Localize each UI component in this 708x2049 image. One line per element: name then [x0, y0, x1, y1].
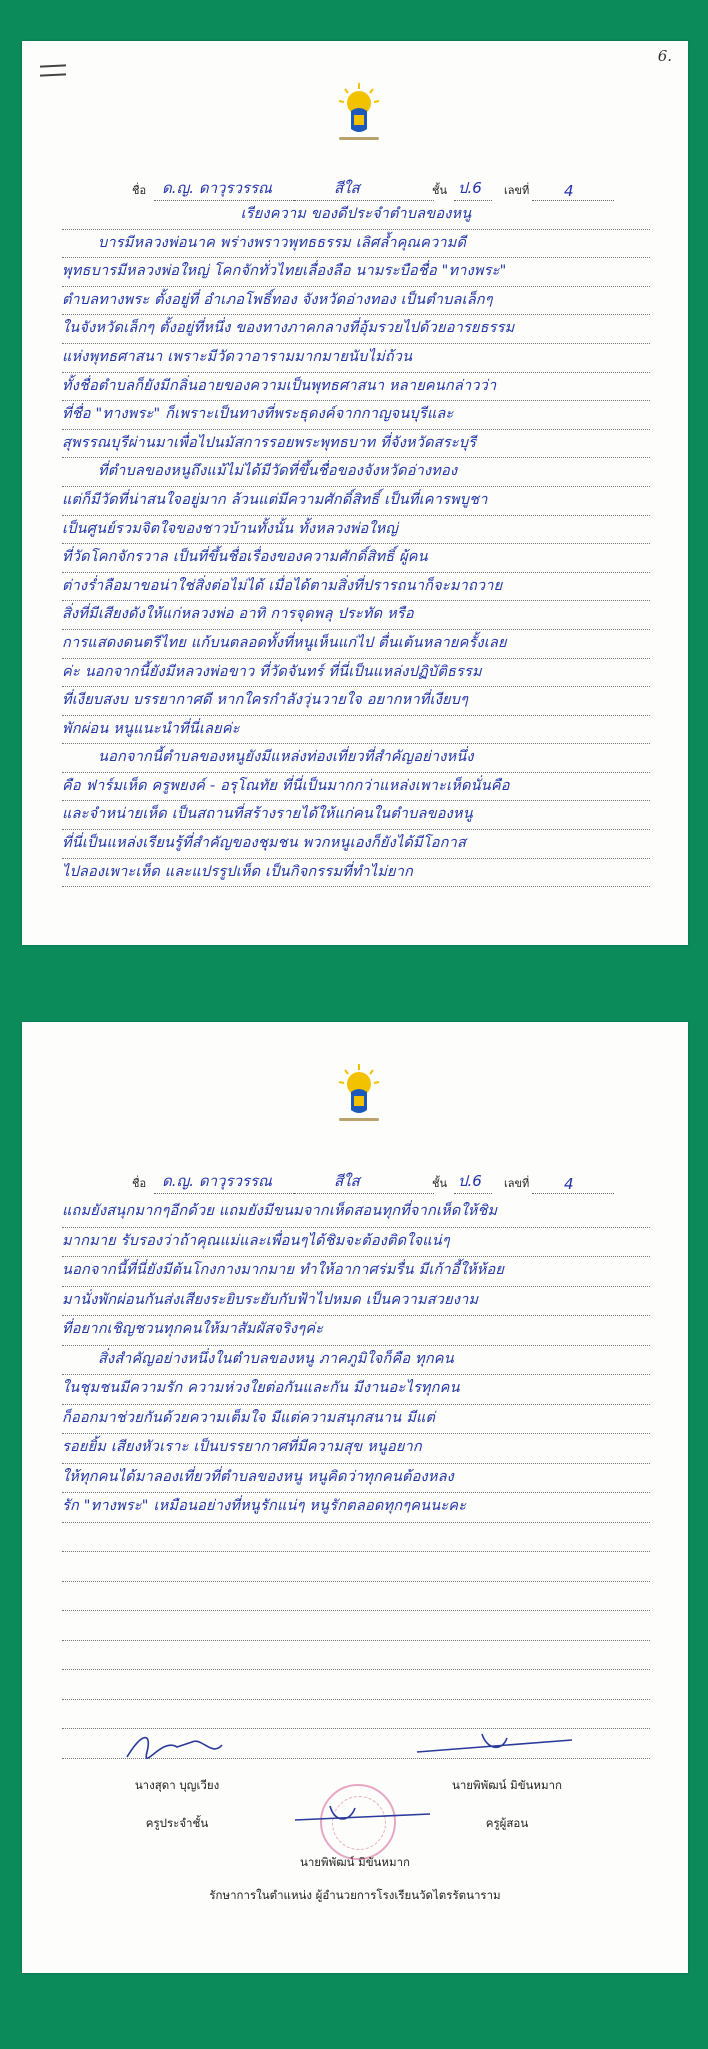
essay-line: นอกจากนี้ตำบลของหนูยังมีแหล่งท่องเที่ยวที่สำคัญอย่างหนึ่ง	[62, 744, 650, 773]
corner-mark	[40, 65, 68, 77]
essay-line: ที่ชื่อ "ทางพระ" ก็เพราะเป็นทางที่พระธุดงค์จากกาญจนบุรีและ	[62, 401, 650, 430]
class-value: ป.6	[458, 179, 482, 197]
essay-line: ก็ออกมาช่วยกันด้วยความเต็มใจ มีแต่ความสนุกสนาน มีแต่	[62, 1405, 650, 1435]
essay-line: มานั่งพักผ่อนกันส่งเสียงระยิบระยับกับฟ้าไปหมด เป็นความสวยงาม	[62, 1287, 650, 1317]
blank-line	[62, 1523, 650, 1553]
essay-lines	[62, 1198, 650, 1759]
essay-line: สิ่งสำคัญอย่างหนึ่งในตำบลของหนู ภาคภูมิใจก็คือ ทุกคน	[62, 1346, 650, 1376]
essay-line: พุทธบารมีหลวงพ่อใหญ่ โคกจักทั่วไทยเลื่องลือ นามระบือชื่อ "ทางพระ"	[62, 258, 650, 287]
essay-line: แห่งพุทธศาสนา เพราะมีวัดวาอารามมากมายนับไม่ถ้วน	[62, 344, 650, 373]
blank-line	[62, 1700, 650, 1730]
essay-line: คือ ฟาร์มเห็ด ครูพยงค์ - อรุโณทัย ที่นี่เป็นมากกว่าแหล่งเพาะเห็ดนั่นคือ	[62, 773, 650, 802]
essay-line: ต่างร่ำลือมาขอน่าใช่สิ่งต่อไม่ได้ เมื่อได้ตามสิ่งที่ปรารถนาก็จะมาถวาย	[62, 573, 650, 602]
class-value: ป.6	[458, 1172, 482, 1190]
blank-line	[62, 1582, 650, 1612]
class-label: ชั้น	[432, 184, 447, 197]
essay-line: แถมยังสนุกมากๆอีกด้วย แถมยังมีขนมจากเห็ดสอนทุกที่จากเห็ดให้ชิม	[62, 1198, 650, 1228]
essay-line: ไปลองเพาะเห็ด และแปรรูปเห็ด เป็นกิจกรรมที่ทำไม่ยาก	[62, 859, 650, 888]
number-value: 4	[564, 1175, 574, 1193]
number-value: 4	[564, 182, 574, 200]
essay-line: ที่วัดโคกจักรวาล เป็นที่ขึ้นชื่อเรื่องของความศักดิ์สิทธิ์ ผู้คน	[62, 544, 650, 573]
student-header	[22, 1174, 688, 1196]
essay-lines	[62, 201, 650, 887]
blank-line	[62, 1552, 650, 1582]
student-surname: สีใส	[334, 1172, 360, 1190]
director-name: นายพิพัฒน์ มิขันหมาก	[299, 1855, 410, 1869]
student-name: ด.ญ. ดาวุรวรรณ	[162, 1172, 272, 1190]
blank-line	[62, 1611, 650, 1641]
student-surname: สีใส	[334, 179, 360, 197]
blank-line	[62, 1641, 650, 1671]
class-label: ชั้น	[432, 1177, 447, 1190]
essay-page-1	[22, 41, 688, 945]
essay-line: รอยยิ้ม เสียงหัวเราะ เป็นบรรยากาศที่มีความสุข หนูอยาก	[62, 1434, 650, 1464]
essay-page-2	[22, 1022, 688, 1973]
name-label: ชื่อ	[132, 1177, 147, 1190]
signature-left	[122, 1727, 232, 1767]
number-label: เลขที่	[504, 184, 530, 197]
essay-line: ที่ตำบลของหนูถึงแม้ไม่ได้มีวัดที่ขึ้นชื่อของจังหวัดอ่างทอง	[62, 458, 650, 487]
essay-line: สิ่งที่มีเสียงดังให้แก่หลวงพ่อ อาทิ การจุดพลุ ประทัด หรือ	[62, 601, 650, 630]
director-role: รักษาการในตำแหน่ง ผู้อำนวยการโรงเรียนวัดไตรรัตนาราม	[209, 1888, 501, 1902]
essay-line: ให้ทุกคนได้มาลองเที่ยวที่ตำบลของหนู หนูคิดว่าทุกคนต้องหลง	[62, 1464, 650, 1494]
essay-line: รัก "ทางพระ" เหมือนอย่างที่หนูรักแน่ๆ หนูรักตลอดทุกๆคนนะคะ	[62, 1493, 650, 1523]
blank-line	[62, 1670, 650, 1700]
number-label: เลขที่	[504, 1177, 530, 1190]
essay-line: และจำหน่ายเห็ด เป็นสถานที่สร้างรายได้ให้แก่คนในตำบลของหนู	[62, 801, 650, 830]
school-emblem-icon	[335, 1062, 383, 1124]
page-number: 6.	[657, 47, 672, 65]
student-header	[22, 181, 688, 203]
teacher-left-name: นางสุดา บุญเวียง	[134, 1778, 220, 1792]
essay-line: ที่เงียบสงบ บรรยากาศดี หากใครกำลังวุ่นวายใจ อยากหาที่เงียบๆ	[62, 687, 650, 716]
essay-title: เรียงความ ของดีประจำตำบลของหนู	[62, 201, 650, 230]
essay-line: มากมาย รับรองว่าถ้าคุณแม่และเพื่อนๆได้ชิมจะต้องติดใจแน่ๆ	[62, 1228, 650, 1258]
signature-director	[290, 1802, 440, 1830]
essay-line: การแสดงดนตรีไทย แก้บนตลอดทั้งที่หนูเห็นแก่ไป ตื่นเต้นหลายครั้งเลย	[62, 630, 650, 659]
essay-line: เป็นศูนย์รวมจิตใจของชาวบ้านทั้งนั้น ทั้งหลวงพ่อใหญ่	[62, 516, 650, 545]
essay-line: แต่ก็มีวัดที่น่าสนใจอยู่มาก ล้วนแต่มีความศักดิ์สิทธิ์ เป็นที่เคารพบูชา	[62, 487, 650, 516]
name-label: ชื่อ	[132, 184, 147, 197]
essay-line: ที่อยากเชิญชวนทุกคนให้มาสัมผัสจริงๆค่ะ	[62, 1316, 650, 1346]
essay-line: ทั้งชื่อตำบลก็ยังมีกลิ่นอายของความเป็นพุทธศาสนา หลายคนกล่าวว่า	[62, 373, 650, 402]
essay-line: ที่นี่เป็นแหล่งเรียนรู้ที่สำคัญของชุมชน พวกหนูเองก็ยังได้มีโอกาส	[62, 830, 650, 859]
signature-right	[412, 1730, 582, 1760]
essay-line: สุพรรณบุรีผ่านมาเพื่อไปนมัสการรอยพระพุทธบาท ที่จังหวัดสระบุรี	[62, 430, 650, 459]
essay-line: ในจังหวัดเล็กๆ ตั้งอยู่ที่หนึ่ง ของทางภาคกลางที่อุ้มรวยไปด้วยอารยธรรม	[62, 315, 650, 344]
essay-line: นอกจากนี้ที่นี่ยังมีต้นโกงกางมากมาย ทำให้อากาศร่มรื่น มีเก้าอี้ให้ห้อย	[62, 1257, 650, 1287]
school-emblem-icon	[335, 81, 383, 143]
essay-line: บารมีหลวงพ่อนาค พร่างพราวพุทธธรรม เลิศล้ำคุณความดี	[62, 230, 650, 259]
essay-line: ตำบลทางพระ ตั้งอยู่ที่ อำเภอโพธิ์ทอง จังหวัดอ่างทอง เป็นตำบลเล็กๆ	[62, 287, 650, 316]
essay-line: ในชุมชนมีความรัก ความห่วงใยต่อกันและกัน มีงานอะไรทุกคน	[62, 1375, 650, 1405]
teacher-right-name: นายพิพัฒน์ มิขันหมาก	[451, 1778, 562, 1792]
essay-line: พักผ่อน หนูแนะนำที่นี่เลยค่ะ	[62, 716, 650, 745]
student-name: ด.ญ. ดาวุรวรรณ	[162, 179, 272, 197]
essay-line: ค่ะ นอกจากนี้ยังมีหลวงพ่อขาว ที่วัดจันทร์ ที่นี่เป็นแหล่งปฏิบัติธรรม	[62, 659, 650, 688]
teacher-right-role: ครูผู้สอน	[485, 1816, 529, 1830]
teacher-left-role: ครูประจำชั้น	[145, 1816, 209, 1830]
